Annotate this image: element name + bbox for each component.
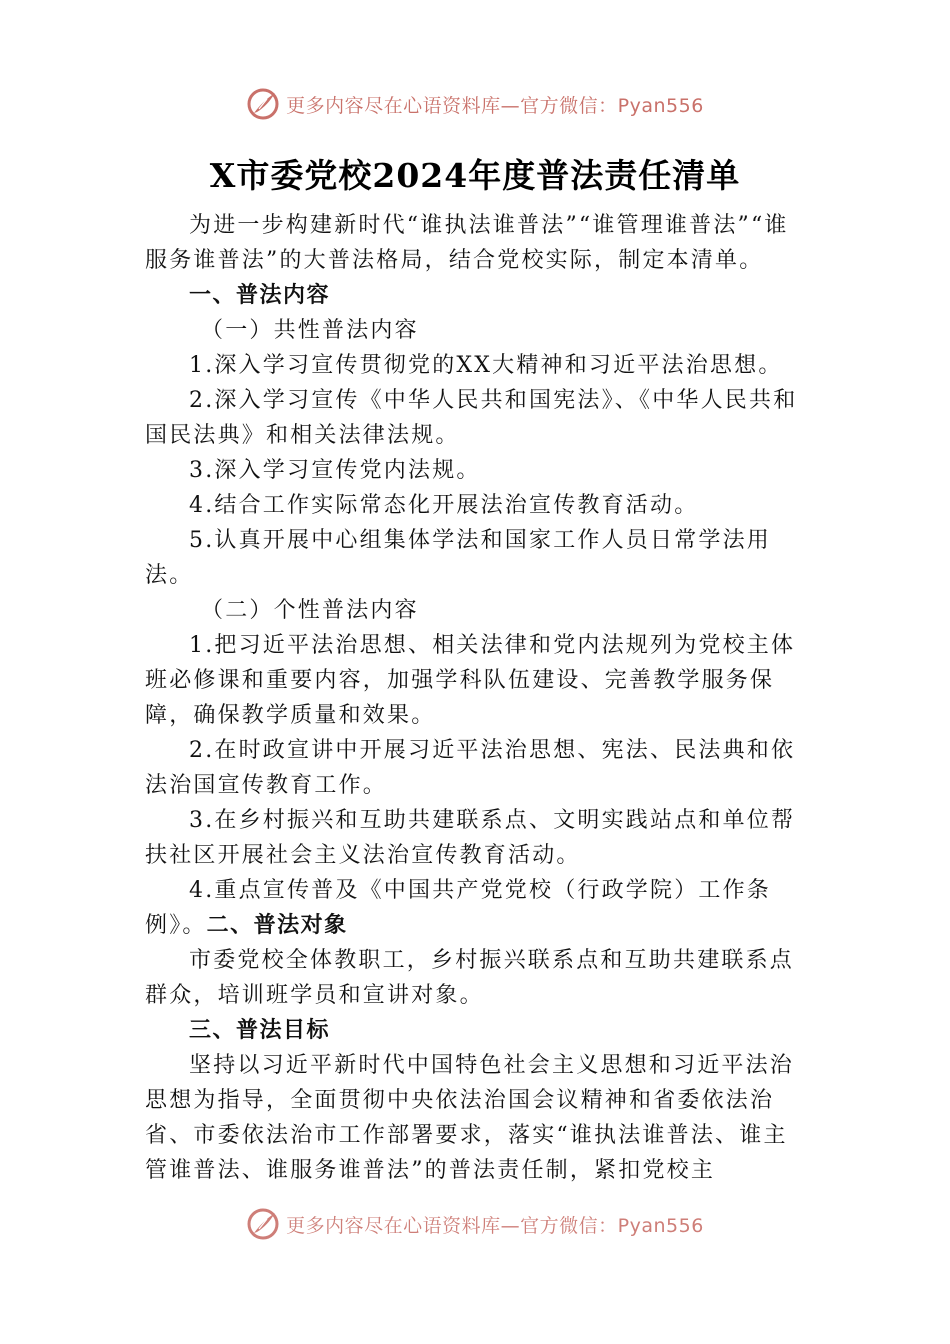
quill-circle-icon <box>246 87 280 121</box>
list-item: 4.重点宣传普及《中国共产党党校（行政学院）工作条例》。 <box>145 878 771 938</box>
list-item: 2.深入学习宣传《中华人民共和国宪法》、《中华人民共和国民法典》和相关法律法规。 <box>145 388 798 448</box>
list-item: 5.认真开展中心组集体学法和国家工作人员日常学法用法。 <box>145 528 771 588</box>
section-heading: 一、普法内容 <box>189 283 331 308</box>
list-item: 1.把习近平法治思想、相关法律和党内法规列为党校主体班必修课和重要内容，加强学科队伍建设、完善教学服务保障，确保教学质量和效果。 <box>145 633 796 728</box>
header-watermark-banner <box>0 84 950 124</box>
section-heading: 二、普法对象 <box>206 913 348 938</box>
list-item-with-heading <box>145 873 810 943</box>
list-item: 1.深入学习宣传贯彻党的XX大精神和习近平法治思想。 <box>189 353 783 378</box>
quill-circle-icon <box>246 1207 280 1241</box>
list-item: 4.结合工作实际常态化开展法治宣传教育活动。 <box>189 493 699 518</box>
section-paragraph: 市委党校全体教职工，乡村振兴联系点和互助共建联系点群众，培训班学员和宣讲对象。 <box>145 948 795 1008</box>
document-title: X市委党校2024年度普法责任清单 <box>209 156 741 195</box>
section-heading: 三、普法目标 <box>189 1018 331 1043</box>
intro-paragraph: 为进一步构建新时代“谁执法谁普法”“谁管理谁普法”“谁服务谁普法”的大普法格局，结合党校实际，制定本清单。 <box>145 213 789 273</box>
list-item: 3.深入学习宣传党内法规。 <box>189 458 481 483</box>
list-item: 3.在乡村振兴和互助共建联系点、文明实践站点和单位帮扶社区开展社会主义法治宣传教育活动。 <box>145 808 796 868</box>
footer-watermark-banner <box>0 1204 950 1244</box>
subsection-heading: （一）共性普法内容 <box>201 318 419 343</box>
section-paragraph: 坚持以习近平新时代中国特色社会主义思想和习近平法治思想为指导，全面贯彻中央依法治国会议精神和省委依法治省、市委依法治市工作部署要求，落实“谁执法谁普法、谁主管谁普法、谁服务谁普法”的普法责任制，紧扣党校主 <box>145 1053 795 1183</box>
document-body <box>145 208 810 1188</box>
watermark-text: 更多内容尽在心语资料库—官方微信：Pyan556 <box>286 1214 704 1237</box>
subsection-heading: （二）个性普法内容 <box>201 598 419 623</box>
list-item: 2.在时政宣讲中开展习近平法治思想、宪法、民法典和依法治国宣传教育工作。 <box>145 738 796 798</box>
watermark-text: 更多内容尽在心语资料库—官方微信：Pyan556 <box>286 94 704 117</box>
